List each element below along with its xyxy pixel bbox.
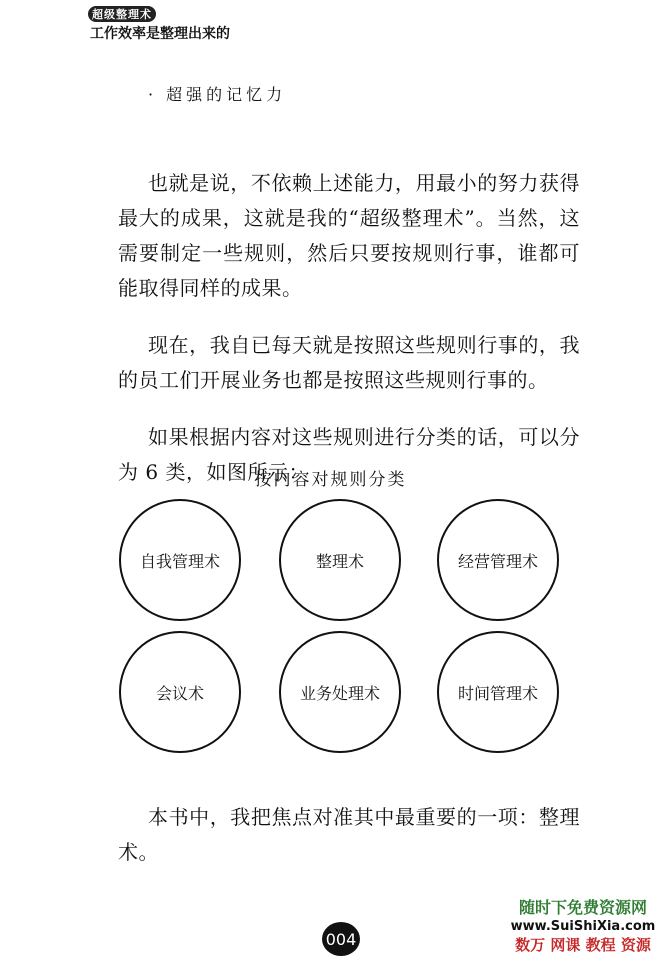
- category-circle: 会议术: [119, 631, 241, 753]
- running-header: 工作效率是整理出来的: [90, 26, 230, 42]
- watermark-line-2: www.SuiShiXia.com: [510, 919, 656, 934]
- section-bullet: · 超强的记忆力: [148, 85, 287, 104]
- category-circle: 自我管理术: [119, 499, 241, 621]
- category-circle: 整理术: [279, 499, 401, 621]
- paragraph-2: 现在，我自已每天就是按照这些规则行事的，我的员工们开展业务也都是按照这些规则行事的。: [118, 333, 580, 392]
- page-number: 004: [322, 922, 360, 956]
- diagram-title: 按内容对规则分类: [254, 470, 407, 490]
- paragraph-1: 也就是说，不依赖上述能力，用最小的努力获得最大的成果，这就是我的“超级整理术”。当然，这需要制定一些规则，然后只要按规则行事，谁都可能取得同样的成果。: [118, 171, 580, 300]
- watermark: [503, 898, 661, 955]
- paragraph-3: 如果根据内容对这些规则进行分类的话，可以分为 6 类，如图所示：: [118, 425, 580, 484]
- closing-paragraph: 本书中，我把焦点对准其中最重要的一项：整理术。: [118, 805, 580, 864]
- series-label: 超级整理术: [88, 6, 156, 22]
- category-circle: 业务处理术: [279, 631, 401, 753]
- watermark-line-1: 随时下免费资源网: [518, 898, 647, 917]
- watermark-line-3: 数万 网课 教程 资源: [515, 936, 651, 954]
- category-circle: 经营管理术: [437, 499, 559, 621]
- category-circle: 时间管理术: [437, 631, 559, 753]
